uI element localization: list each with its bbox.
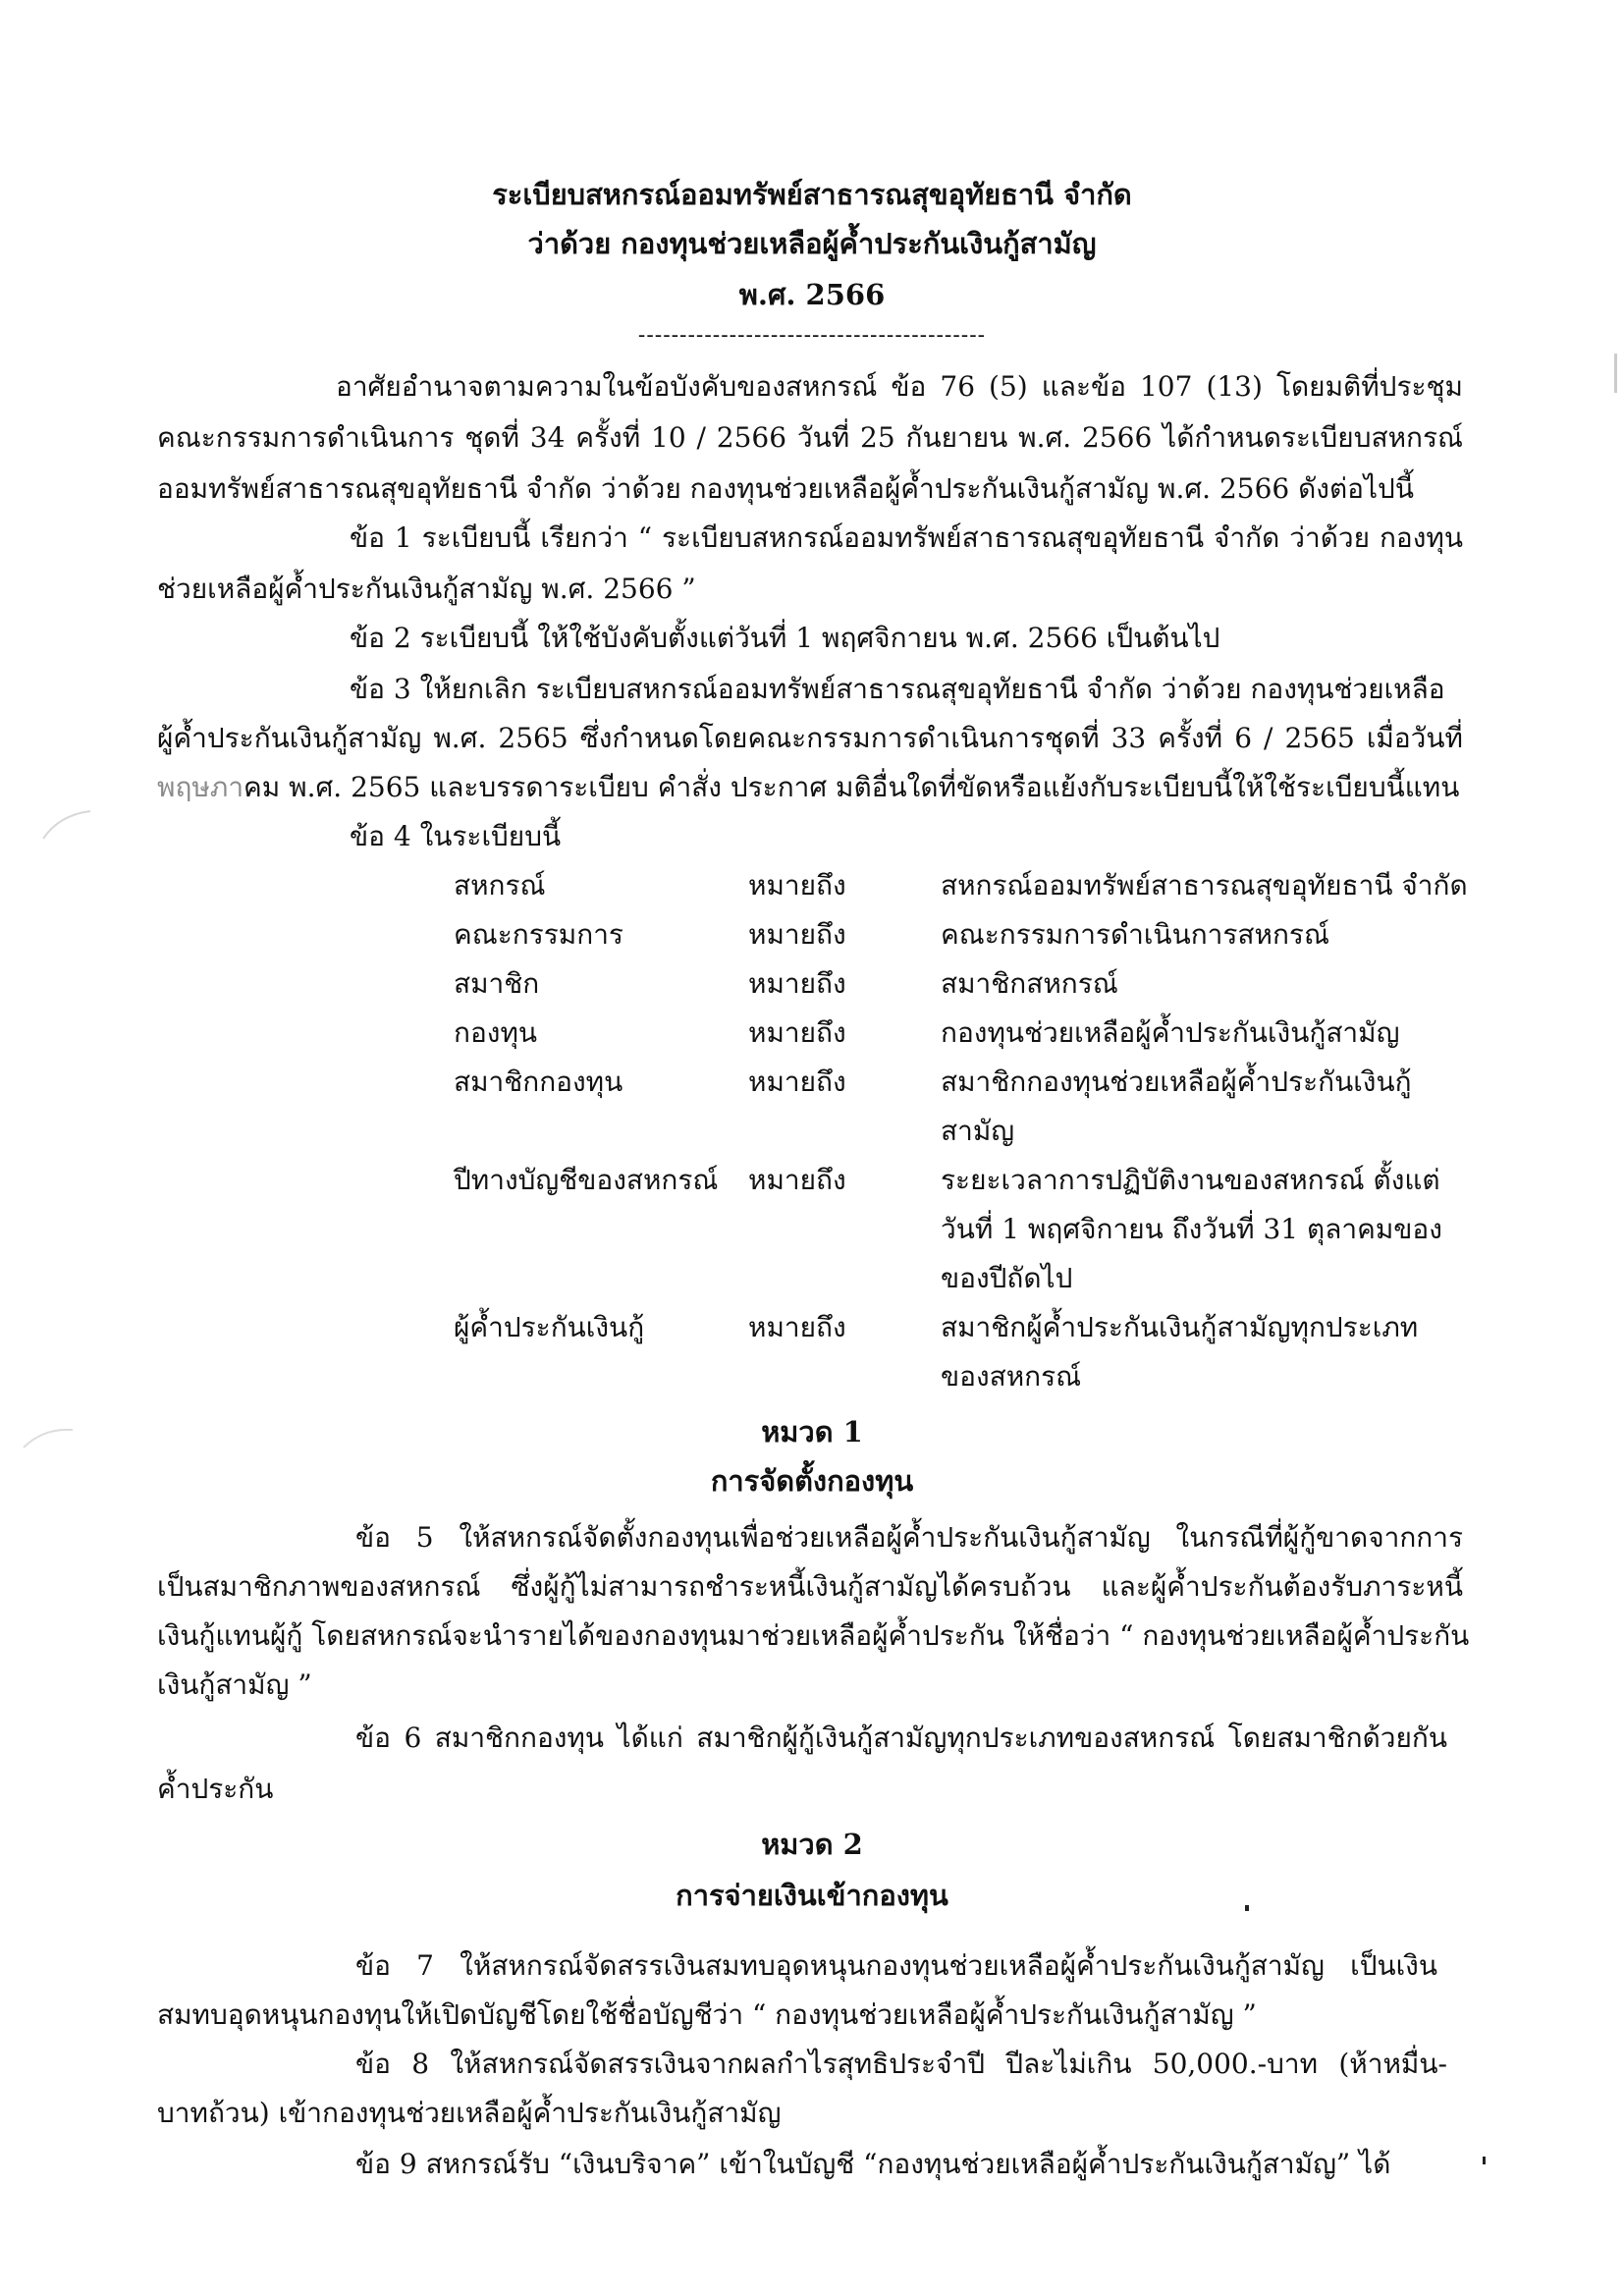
scan-mark-decoration <box>39 805 98 845</box>
clause5-line1: ข้อ 5 ให้สหกรณ์จัดตั้งกองทุนเพื่อช่วยเหลือผู้ค้ำประกันเงินกู้สามัญ ในกรณีที่ผู้กู้ขาดจากการ <box>355 1521 1463 1554</box>
clause7-line1: ข้อ 7 ให้สหกรณ์จัดสรรเงินสมทบอุดหนุนกองทุนช่วยเหลือผู้ค้ำประกันเงินกู้สามัญ เป็นเงิน <box>355 1949 1437 1982</box>
clause1-line1: ข้อ 1 ระเบียบนี้ เรียกว่า “ ระเบียบสหกรณ์ออมทรัพย์สาธารณสุขอุทัยธานี จำกัด ว่าด้วย กองทุน <box>350 521 1463 554</box>
definition-means: หมายถึง <box>748 869 846 902</box>
definition-means: หมายถึง <box>748 1066 846 1098</box>
definition-text-cont: ของสหกรณ์ <box>941 1360 1082 1393</box>
chapter1-number: หมวด 1 <box>761 1415 863 1449</box>
scan-dot <box>1245 1905 1249 1911</box>
title-separator: ------------------------------------------ <box>637 323 987 348</box>
document-title-line2: ว่าด้วย กองทุนช่วยเหลือผู้ค้ำประกันเงินกู้สามัญ <box>527 227 1097 260</box>
document-title-line1: ระเบียบสหกรณ์ออมทรัพย์สาธารณสุขอุทัยธานี จำกัด <box>492 178 1132 211</box>
definition-text: สหกรณ์ออมทรัพย์สาธารณสุขอุทัยธานี จำกัด <box>941 869 1468 902</box>
scan-dot <box>1483 2157 1486 2164</box>
scan-mark-stroke <box>24 1430 73 1448</box>
definition-text-cont: ของปีถัดไป <box>941 1262 1073 1294</box>
clause8-line1: ข้อ 8 ให้สหกรณ์จัดสรรเงินจากผลกำไรสุทธิประจำปี ปีละไม่เกิน 50,000.-บาท (ห้าหมื่น- <box>355 2048 1447 2080</box>
definition-term: ผู้ค้ำประกันเงินกู้ <box>454 1311 645 1343</box>
scan-mark-stroke <box>43 811 90 839</box>
chapter2-number: หมวด 2 <box>761 1828 863 1861</box>
definition-term: สมาชิก <box>454 967 540 1000</box>
clause8-line2: บาทถ้วน) เข้ากองทุนช่วยเหลือผู้ค้ำประกันเงินกู้สามัญ <box>157 2097 782 2129</box>
definition-means: หมายถึง <box>748 967 846 1000</box>
clause7-line2: สมทบอุดหนุนกองทุนให้เปิดบัญชีโดยใช้ชื่อบัญชีว่า “ กองทุนช่วยเหลือผู้ค้ำประกันเงินกู้สามัญ ” <box>157 1998 1257 2031</box>
definition-text: คณะกรรมการดำเนินการสหกรณ์ <box>941 918 1329 951</box>
chapter1-title: การจัดตั้งกองทุน <box>710 1464 914 1498</box>
clause9-line1: ข้อ 9 สหกรณ์รับ “เงินบริจาค” เข้าในบัญชี “กองทุนช่วยเหลือผู้ค้ำประกันเงินกู้สามัญ” ได้ <box>355 2148 1391 2180</box>
clause1-line2: ช่วยเหลือผู้ค้ำประกันเงินกู้สามัญ พ.ศ. 2566 ” <box>157 573 696 605</box>
definition-text: สมาชิกกองทุนช่วยเหลือผู้ค้ำประกันเงินกู้ <box>941 1066 1412 1098</box>
definition-text: กองทุนช่วยเหลือผู้ค้ำประกันเงินกู้สามัญ <box>941 1016 1400 1049</box>
definition-text-cont: วันที่ 1 พฤศจิกายน ถึงวันที่ 31 ตุลาคมของ <box>941 1213 1442 1245</box>
definition-term: ปีทางบัญชีของสหกรณ์ <box>454 1164 719 1196</box>
definition-term: คณะกรรมการ <box>454 918 623 951</box>
definition-text: สมาชิกผู้ค้ำประกันเงินกู้สามัญทุกประเภท <box>941 1311 1419 1343</box>
definition-means: หมายถึง <box>748 1016 846 1049</box>
clause2-line1: ข้อ 2 ระเบียบนี้ ให้ใช้บังคับตั้งแต่วันที่ 1 พฤศจิกายน พ.ศ. 2566 เป็นต้นไป <box>350 622 1220 654</box>
preamble-line3: ออมทรัพย์สาธารณสุขอุทัยธานี จำกัด ว่าด้วย กองทุนช่วยเหลือผู้ค้ำประกันเงินกู้สามัญ พ.ศ. 2566 ดังต่อไปนี้ <box>157 472 1414 505</box>
clause3-line3 <box>157 762 1459 813</box>
clause4-line1: ข้อ 4 ในระเบียบนี้ <box>350 820 562 852</box>
clause3-line3-faint: พฤษภา <box>157 771 244 803</box>
definition-term: สหกรณ์ <box>454 869 546 902</box>
document-title-line3: พ.ศ. 2566 <box>738 278 886 311</box>
definition-term: สมาชิกกองทุน <box>454 1066 623 1098</box>
definition-means: หมายถึง <box>748 918 846 951</box>
definition-text: สมาชิกสหกรณ์ <box>941 967 1118 1000</box>
clause3-line1: ข้อ 3 ให้ยกเลิก ระเบียบสหกรณ์ออมทรัพย์สาธารณสุขอุทัยธานี จำกัด ว่าด้วย กองทุนช่วยเหลือ <box>350 673 1445 705</box>
clause5-line2: เป็นสมาชิกภาพของสหกรณ์ ซึ่งผู้กู้ไม่สามารถชำระหนี้เงินกู้สามัญได้ครบถ้วน และผู้ค้ำประกันต้องรับภาระหนี้ <box>157 1570 1463 1603</box>
definition-text-cont: สามัญ <box>941 1115 1015 1147</box>
clause3-line3-text: คม พ.ศ. 2565 และบรรดาระเบียบ คำสั่ง ประกาศ มติอื่นใดที่ขัดหรือแย้งกับระเบียบนี้ให้ใช้ระเบียบนี้แทน <box>244 771 1460 803</box>
preamble-line1: อาศัยอำนาจตามความในข้อบังคับของสหกรณ์ ข้อ 76 (5) และข้อ 107 (13) โดยมติที่ประชุม <box>336 370 1463 403</box>
chapter2-title: การจ่ายเงินเข้ากองทุน <box>676 1879 948 1912</box>
clause6-line2: ค้ำประกัน <box>157 1773 274 1805</box>
definition-text: ระยะเวลาการปฏิบัติงานของสหกรณ์ ตั้งแต่ <box>941 1164 1440 1196</box>
scan-edge <box>1614 354 1617 393</box>
clause3-line2: ผู้ค้ำประกันเงินกู้สามัญ พ.ศ. 2565 ซึ่งกำหนดโดยคณะกรรมการดำเนินการชุดที่ 33 ครั้งที่ 6 / 2565 เมื่อวันที่ <box>157 722 1463 754</box>
clause5-line4: เงินกู้สามัญ ” <box>157 1668 312 1701</box>
definition-means: หมายถึง <box>748 1311 846 1343</box>
clause6-line1: ข้อ 6 สมาชิกกองทุน ได้แก่ สมาชิกผู้กู้เงินกู้สามัญทุกประเภทของสหกรณ์ โดยสมาชิกด้วยกัน <box>355 1722 1447 1754</box>
preamble-line2: คณะกรรมการดำเนินการ ชุดที่ 34 ครั้งที่ 10 / 2566 วันที่ 25 กันยายน พ.ศ. 2566 ได้กำหนดระเบียบสหกรณ์ <box>157 421 1463 454</box>
definition-term: กองทุน <box>454 1016 538 1049</box>
scan-mark-decoration <box>20 1424 79 1453</box>
clause5-line3: เงินกู้แทนผู้กู้ โดยสหกรณ์จะนำรายได้ของกองทุนมาช่วยเหลือผู้ค้ำประกัน ให้ชื่อว่า “ กองทุนช่วยเหลือผู้ค้ำประกัน <box>157 1619 1470 1652</box>
definition-means: หมายถึง <box>748 1164 846 1196</box>
